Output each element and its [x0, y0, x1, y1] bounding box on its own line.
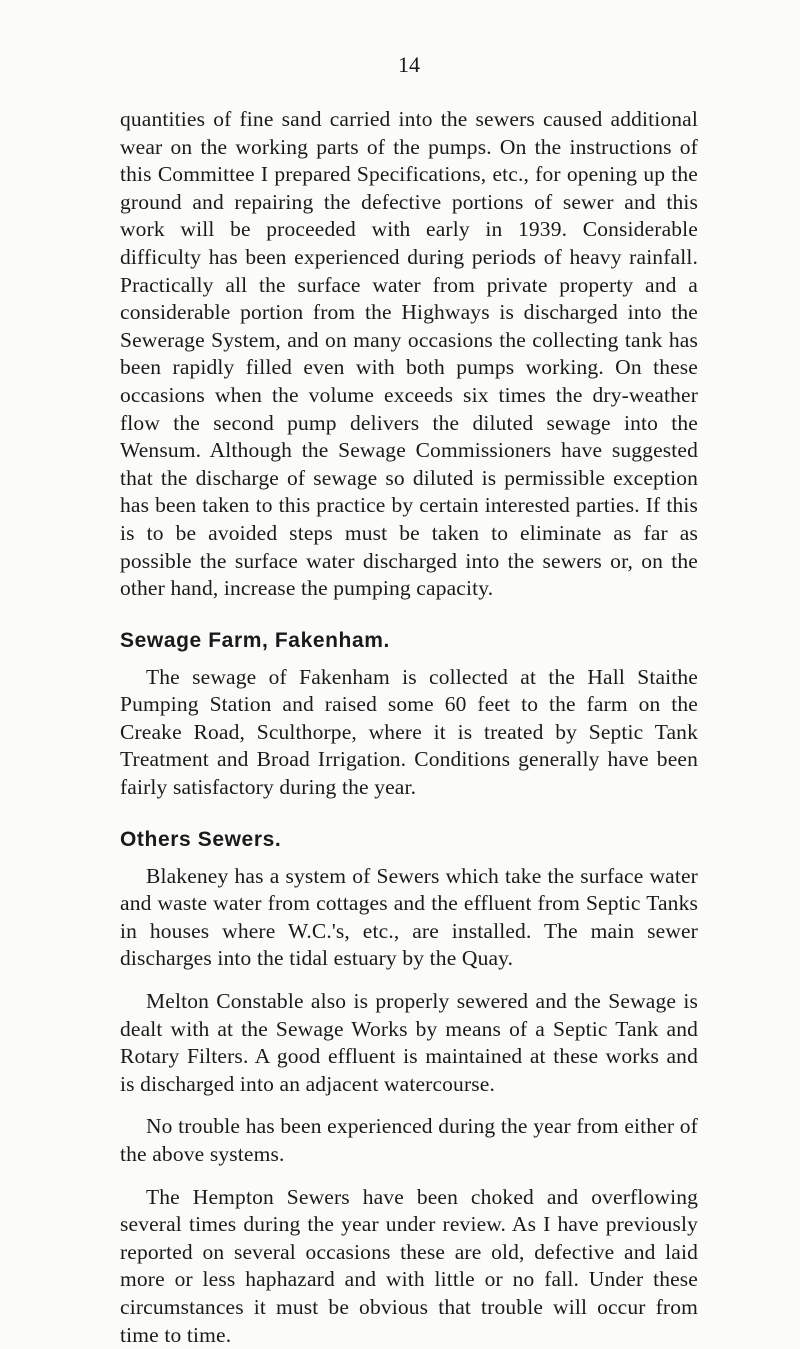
heading-spacer	[120, 853, 698, 863]
intro-paragraph: quantities of fine sand carried into the sewers caused additional wear on the working parts of the pumps. On the instructions of this Committee I prepared Specifications, etc., for opening up the ground and repairing the defective portions of sewer and this work will be proceeded with early in 1939. Considerable difficulty has been experienced during periods of heavy rainfall. Practically all the surface water from private property and a considerable portion from the Highways is discharged into the Sewerage System, and on many occasions the collecting tank has been rapidly filled even with both pumps working. On these occasions when the volume exceeds six times the dry-weather flow the second pump delivers the diluted sewage into the Wensum. Although the Sewage Commissioners have suggested that the discharge of sewage so diluted is permissible exception has been taken to this practice by certain interested parties. If this is to be avoided steps must be taken to eliminate as far as possible the surface water discharged into the sewers or, on the other hand, increase the pumping capacity.	[120, 107, 698, 601]
page-number: 14	[398, 52, 420, 77]
melton-constable-paragraph: Melton Constable also is properly sewered and the Sewage is dealt with at the Sewage Works by means of a Septic Tank and Rotary Filters. A good effluent is maintained at these works and is discharged into an adjacent watercourse.	[120, 989, 698, 1096]
section-heading-other-sewers: Others Sewers.	[120, 827, 282, 851]
section-heading-sewage-farm: Sewage Farm, Fakenham.	[120, 628, 390, 652]
blakeney-paragraph: Blakeney has a system of Sewers which take the surface water and waste water from cottages and the effluent from Septic Tanks in houses where W.C.'s, etc., are installed. The main sewer discharges into the tidal estuary by the Quay.	[120, 863, 698, 971]
document-page	[120, 52, 698, 1349]
heading-spacer	[120, 654, 698, 664]
section-spacer	[120, 802, 698, 826]
hempton-paragraph: The Hempton Sewers have been choked and overflowing several times during the year under review. As I have previously reported on several occasions these are old, defective and laid more or less haphazard and with little or no fall. Under these circumstances it must be obvious that trouble will occur from time to time.	[120, 1184, 698, 1347]
section-spacer	[120, 603, 698, 627]
no-trouble-paragraph: No trouble has been experienced during the year from either of the above systems.	[120, 1114, 698, 1166]
fakenham-paragraph: The sewage of Fakenham is collected at the Hall Staithe Pumping Station and raised some 60 feet to the farm on the Creake Road, Sculthorpe, where it is treated by Septic Tank Treatment and Broad Irrigation. Conditions generally have been fairly satisfactory during the year.	[120, 664, 698, 800]
